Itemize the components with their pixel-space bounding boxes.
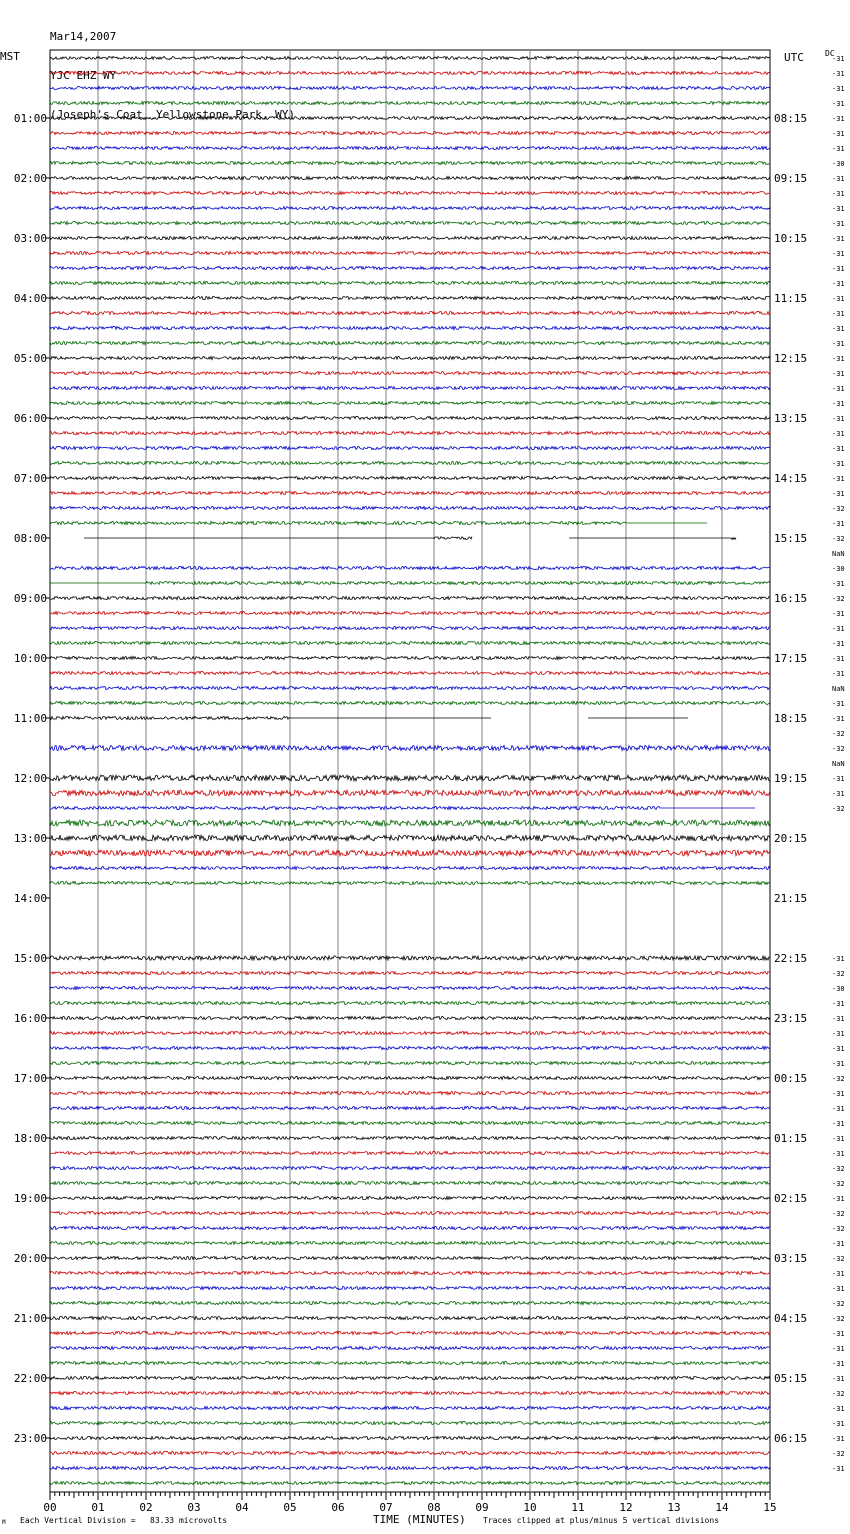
trace-dc-offset: -32 bbox=[832, 1300, 845, 1308]
mst-hour-label: 21:00 bbox=[13, 1312, 47, 1325]
trace-dc-offset: -32 bbox=[832, 1315, 845, 1323]
x-tick-label: 11 bbox=[571, 1501, 585, 1514]
trace-dc-offset: -31 bbox=[832, 55, 845, 63]
mst-hour-label: 04:00 bbox=[13, 292, 47, 305]
mst-hour-label: 08:00 bbox=[13, 532, 47, 545]
trace-dc-offset: -31 bbox=[832, 1465, 845, 1473]
x-tick-label: 01 bbox=[91, 1501, 105, 1514]
seismic-trace bbox=[50, 986, 770, 989]
x-tick-label: 09 bbox=[475, 1501, 489, 1514]
seismic-trace bbox=[50, 850, 770, 856]
trace-dc-offset: -31 bbox=[832, 265, 845, 273]
trace-dc-offset: -31 bbox=[832, 415, 845, 423]
utc-hour-label: 21:15 bbox=[774, 892, 808, 905]
seismic-trace bbox=[50, 1376, 770, 1379]
trace-dc-offset: -31 bbox=[832, 1060, 845, 1068]
seismic-trace bbox=[50, 1046, 770, 1049]
seismic-trace bbox=[50, 416, 770, 419]
trace-dc-offset: -32 bbox=[832, 1255, 845, 1263]
trace-dc-offset: -31 bbox=[832, 580, 845, 588]
seismic-trace bbox=[50, 1241, 770, 1244]
trace-dc-offset: -31 bbox=[832, 310, 845, 318]
seismic-trace bbox=[50, 1421, 770, 1424]
seismic-trace bbox=[50, 1346, 770, 1349]
seismic-trace bbox=[50, 1301, 770, 1304]
seismic-trace bbox=[50, 491, 770, 494]
seismic-trace bbox=[50, 401, 770, 404]
trace-dc-offset: -31 bbox=[832, 295, 845, 303]
seismic-trace bbox=[50, 176, 770, 179]
seismic-trace bbox=[50, 101, 770, 104]
x-tick-label: 06 bbox=[331, 1501, 345, 1514]
seismic-trace bbox=[50, 701, 770, 704]
seismic-trace bbox=[50, 1271, 770, 1274]
trace-dc-offset: -32 bbox=[832, 1450, 845, 1458]
trace-dc-offset: -31 bbox=[832, 85, 845, 93]
seismic-trace bbox=[50, 506, 770, 509]
utc-hour-label: 08:15 bbox=[774, 112, 808, 125]
trace-dc-offset: -31 bbox=[832, 100, 845, 108]
trace-dc-offset: -31 bbox=[832, 1360, 845, 1368]
seismic-trace bbox=[50, 641, 770, 644]
seismic-trace bbox=[50, 1166, 770, 1169]
trace-dc-offset: NaN bbox=[832, 550, 845, 558]
utc-hour-label: 10:15 bbox=[774, 232, 808, 245]
trace-dc-offset: -31 bbox=[832, 475, 845, 483]
trace-dc-offset: -31 bbox=[832, 715, 845, 723]
seismic-trace bbox=[50, 835, 770, 841]
seismic-trace bbox=[50, 56, 770, 59]
x-tick-label: 15 bbox=[763, 1501, 777, 1514]
seismic-trace bbox=[50, 521, 770, 524]
seismic-trace bbox=[50, 86, 770, 89]
trace-dc-offset: -31 bbox=[832, 520, 845, 528]
x-tick-label: 05 bbox=[283, 1501, 297, 1514]
trace-dc-offset: -31 bbox=[832, 955, 845, 963]
utc-hour-label: 23:15 bbox=[774, 1012, 808, 1025]
trace-dc-offset: -32 bbox=[832, 1225, 845, 1233]
trace-dc-offset: -31 bbox=[832, 1270, 845, 1278]
seismic-trace bbox=[50, 1136, 770, 1139]
seismic-trace bbox=[50, 161, 770, 164]
seismic-trace bbox=[50, 1121, 770, 1124]
trace-dc-offset: -31 bbox=[832, 205, 845, 213]
trace-dc-offset: -31 bbox=[832, 1105, 845, 1113]
mst-hour-label: 01:00 bbox=[13, 112, 47, 125]
x-tick-label: 12 bbox=[619, 1501, 633, 1514]
trace-dc-offset: -31 bbox=[832, 355, 845, 363]
seismic-trace bbox=[50, 790, 770, 796]
utc-hour-label: 06:15 bbox=[774, 1432, 808, 1445]
seismic-trace bbox=[50, 476, 770, 479]
trace-dc-offset: NaN bbox=[832, 685, 845, 693]
trace-dc-offset: -31 bbox=[832, 1375, 845, 1383]
trace-dc-offset: -31 bbox=[832, 625, 845, 633]
mst-hour-label: 14:00 bbox=[13, 892, 47, 905]
trace-dc-offset: -31 bbox=[832, 340, 845, 348]
trace-dc-offset: -32 bbox=[832, 730, 845, 738]
seismic-trace bbox=[50, 341, 770, 344]
trace-dc-offset: -32 bbox=[832, 505, 845, 513]
seismic-trace bbox=[50, 1226, 770, 1229]
header-date: Mar14,2007 bbox=[50, 30, 117, 43]
mst-hour-label: 05:00 bbox=[13, 352, 47, 365]
utc-hour-label: 13:15 bbox=[774, 412, 808, 425]
x-tick-label: 07 bbox=[379, 1501, 393, 1514]
seismic-trace bbox=[84, 537, 770, 540]
trace-dc-offset: -31 bbox=[832, 1195, 845, 1203]
trace-dc-offset: -32 bbox=[832, 1075, 845, 1083]
trace-dc-offset: -31 bbox=[832, 790, 845, 798]
trace-dc-offset: -31 bbox=[832, 1090, 845, 1098]
seismic-trace bbox=[50, 971, 770, 974]
trace-dc-offset: -31 bbox=[832, 70, 845, 78]
utc-hour-label: 18:15 bbox=[774, 712, 808, 725]
trace-dc-offset: -31 bbox=[832, 1135, 845, 1143]
mst-hour-label: 16:00 bbox=[13, 1012, 47, 1025]
trace-dc-offset: -31 bbox=[832, 700, 845, 708]
mst-hour-label: 13:00 bbox=[13, 832, 47, 845]
trace-dc-offset: -31 bbox=[832, 1435, 845, 1443]
trace-dc-offset: -30 bbox=[832, 565, 845, 573]
utc-hour-label: 04:15 bbox=[774, 1312, 808, 1325]
utc-hour-label: 16:15 bbox=[774, 592, 808, 605]
trace-dc-offset: -32 bbox=[832, 1165, 845, 1173]
trace-dc-offset: -31 bbox=[832, 775, 845, 783]
utc-hour-label: 22:15 bbox=[774, 952, 808, 965]
trace-dc-offset: -31 bbox=[832, 1030, 845, 1038]
left-axis-title: MST bbox=[0, 50, 20, 63]
trace-dc-offset: -31 bbox=[832, 400, 845, 408]
trace-dc-offset: -32 bbox=[832, 1210, 845, 1218]
mst-hour-label: 23:00 bbox=[13, 1432, 47, 1445]
seismic-trace bbox=[50, 356, 770, 359]
seismic-trace bbox=[50, 1196, 770, 1199]
footer-scale-note: Each Vertical Division = 83.33 microvolts bbox=[20, 1516, 228, 1525]
seismic-trace bbox=[50, 236, 770, 239]
seismic-trace bbox=[50, 311, 770, 314]
trace-dc-offset: -31 bbox=[832, 235, 845, 243]
trace-dc-offset: -31 bbox=[832, 385, 845, 393]
utc-hour-label: 00:15 bbox=[774, 1072, 808, 1085]
seismic-trace bbox=[50, 656, 770, 659]
seismic-trace bbox=[50, 1001, 770, 1004]
seismic-trace bbox=[50, 1466, 770, 1469]
seismic-trace bbox=[50, 116, 770, 119]
trace-dc-offset: -31 bbox=[832, 670, 845, 678]
trace-dc-offset: -31 bbox=[832, 1420, 845, 1428]
trace-dc-offset: -31 bbox=[832, 655, 845, 663]
trace-dc-offset: -31 bbox=[832, 280, 845, 288]
x-tick-label: 00 bbox=[43, 1501, 57, 1514]
trace-dc-offset: -31 bbox=[832, 1285, 845, 1293]
mst-hour-label: 20:00 bbox=[13, 1252, 47, 1265]
trace-dc-offset: -31 bbox=[832, 220, 845, 228]
seismic-trace bbox=[50, 566, 770, 569]
seismic-trace bbox=[50, 611, 770, 614]
header-station: YJC EHZ WY bbox=[50, 69, 117, 82]
seismic-trace bbox=[50, 1406, 770, 1409]
x-tick-label: 04 bbox=[235, 1501, 249, 1514]
seismic-trace bbox=[50, 1316, 770, 1319]
seismic-trace bbox=[50, 371, 770, 374]
seismic-trace bbox=[50, 1391, 770, 1394]
utc-hour-label: 19:15 bbox=[774, 772, 808, 785]
x-tick-label: 02 bbox=[139, 1501, 153, 1514]
trace-dc-offset: -31 bbox=[832, 1045, 845, 1053]
x-tick-label: 10 bbox=[523, 1501, 537, 1514]
mst-hour-label: 11:00 bbox=[13, 712, 47, 725]
trace-dc-offset: -32 bbox=[832, 745, 845, 753]
trace-dc-offset: -31 bbox=[832, 1150, 845, 1158]
seismic-trace bbox=[50, 326, 770, 329]
trace-dc-offset: -31 bbox=[832, 1330, 845, 1338]
trace-dc-offset: -31 bbox=[832, 175, 845, 183]
mst-hour-label: 09:00 bbox=[13, 592, 47, 605]
mst-hour-label: 02:00 bbox=[13, 172, 47, 185]
trace-dc-offset: -31 bbox=[832, 370, 845, 378]
seismic-trace bbox=[50, 206, 770, 209]
seismic-trace bbox=[50, 1181, 770, 1184]
seismic-trace bbox=[50, 1256, 770, 1259]
trace-dc-offset: -31 bbox=[832, 445, 845, 453]
mst-hour-label: 07:00 bbox=[13, 472, 47, 485]
x-tick-label: 03 bbox=[187, 1501, 201, 1514]
seismic-trace bbox=[50, 1361, 770, 1364]
utc-hour-label: 20:15 bbox=[774, 832, 808, 845]
trace-dc-offset: -31 bbox=[832, 610, 845, 618]
seismic-trace bbox=[50, 775, 770, 781]
trace-dc-offset: -32 bbox=[832, 595, 845, 603]
trace-dc-offset: -31 bbox=[832, 490, 845, 498]
utc-hour-label: 14:15 bbox=[774, 472, 808, 485]
mst-hour-label: 22:00 bbox=[13, 1372, 47, 1385]
trace-dc-offset: -31 bbox=[832, 1015, 845, 1023]
seismic-trace bbox=[50, 1481, 770, 1484]
seismic-trace bbox=[50, 281, 770, 284]
seismic-trace bbox=[50, 1106, 770, 1109]
mst-hour-label: 17:00 bbox=[13, 1072, 47, 1085]
dc-label: DC bbox=[825, 49, 835, 58]
seismic-trace bbox=[50, 296, 770, 299]
trace-dc-offset: -32 bbox=[832, 805, 845, 813]
trace-dc-offset: -31 bbox=[832, 250, 845, 258]
seismic-trace bbox=[50, 1061, 770, 1064]
seismic-trace bbox=[50, 1331, 770, 1334]
footer-clip-note: Traces clipped at plus/minus 5 vertical divisions bbox=[483, 1516, 720, 1525]
seismic-trace bbox=[50, 446, 770, 449]
utc-hour-label: 02:15 bbox=[774, 1192, 808, 1205]
trace-dc-offset: NaN bbox=[832, 760, 845, 768]
mst-hour-label: 10:00 bbox=[13, 652, 47, 665]
seismic-trace bbox=[50, 386, 770, 389]
seismic-trace bbox=[50, 1016, 770, 1019]
seismic-trace bbox=[50, 820, 770, 826]
trace-dc-offset: -31 bbox=[832, 1120, 845, 1128]
seismic-trace bbox=[50, 1286, 770, 1289]
utc-hour-label: 11:15 bbox=[774, 292, 808, 305]
utc-hour-label: 12:15 bbox=[774, 352, 808, 365]
seismic-trace bbox=[50, 745, 770, 750]
x-axis-title: TIME (MINUTES) bbox=[373, 1513, 466, 1526]
seismic-trace bbox=[50, 461, 770, 464]
trace-dc-offset: -31 bbox=[832, 460, 845, 468]
plot-frame bbox=[50, 50, 770, 1492]
trace-dc-offset: -31 bbox=[832, 325, 845, 333]
seismic-trace bbox=[50, 956, 770, 960]
right-axis-title: UTC bbox=[784, 51, 804, 64]
seismic-trace bbox=[50, 251, 770, 254]
mst-hour-label: 18:00 bbox=[13, 1132, 47, 1145]
seismic-trace bbox=[50, 686, 770, 689]
seismic-trace bbox=[50, 596, 770, 599]
seismic-trace bbox=[50, 1031, 770, 1034]
trace-dc-offset: -31 bbox=[832, 115, 845, 123]
trace-dc-offset: -32 bbox=[832, 970, 845, 978]
trace-dc-offset: -31 bbox=[832, 1405, 845, 1413]
seismic-trace bbox=[50, 1076, 770, 1079]
seismic-trace bbox=[50, 1151, 770, 1154]
utc-hour-label: 01:15 bbox=[774, 1132, 808, 1145]
seismic-trace bbox=[50, 1436, 770, 1439]
seismic-trace bbox=[50, 716, 770, 719]
seismic-trace bbox=[50, 806, 770, 809]
utc-hour-label: 03:15 bbox=[774, 1252, 808, 1265]
seismic-trace bbox=[50, 146, 770, 149]
x-tick-label: 08 bbox=[427, 1501, 441, 1514]
trace-dc-offset: -31 bbox=[832, 130, 845, 138]
x-tick-label: 14 bbox=[715, 1501, 729, 1514]
seismic-trace bbox=[50, 626, 770, 629]
seismic-trace bbox=[50, 1211, 770, 1214]
seismic-trace bbox=[50, 866, 770, 869]
x-tick-label: 13 bbox=[667, 1501, 681, 1514]
trace-dc-offset: -31 bbox=[832, 1345, 845, 1353]
trace-dc-offset: -30 bbox=[832, 985, 845, 993]
trace-dc-offset: -31 bbox=[832, 1000, 845, 1008]
trace-dc-offset: -31 bbox=[832, 190, 845, 198]
utc-hour-label: 15:15 bbox=[774, 532, 808, 545]
utc-hour-label: 17:15 bbox=[774, 652, 808, 665]
seismic-trace bbox=[50, 71, 770, 74]
mst-hour-label: 12:00 bbox=[13, 772, 47, 785]
seismic-trace bbox=[50, 221, 770, 224]
seismic-trace bbox=[50, 131, 770, 134]
trace-dc-offset: -31 bbox=[832, 1240, 845, 1248]
trace-dc-offset: -31 bbox=[832, 430, 845, 438]
seismic-trace bbox=[50, 431, 770, 434]
trace-dc-offset: -32 bbox=[832, 535, 845, 543]
seismic-trace bbox=[50, 1451, 770, 1454]
utc-hour-label: 09:15 bbox=[774, 172, 808, 185]
mst-hour-label: 03:00 bbox=[13, 232, 47, 245]
mst-hour-label: 06:00 bbox=[13, 412, 47, 425]
seismic-trace bbox=[50, 266, 770, 269]
trace-dc-offset: -31 bbox=[832, 145, 845, 153]
header-location: (Joseph's Coat, Yellowstone Park, WY) bbox=[50, 108, 296, 121]
utc-hour-label: 05:15 bbox=[774, 1372, 808, 1385]
trace-dc-offset: -30 bbox=[832, 160, 845, 168]
mst-hour-label: 19:00 bbox=[13, 1192, 47, 1205]
trace-dc-offset: -32 bbox=[832, 1180, 845, 1188]
seismic-trace bbox=[50, 881, 770, 884]
seismic-trace bbox=[50, 581, 770, 584]
trace-dc-offset: -31 bbox=[832, 640, 845, 648]
seismic-trace bbox=[50, 671, 770, 674]
seismic-trace bbox=[50, 191, 770, 194]
footer-left-mark: M bbox=[2, 1519, 6, 1526]
seismic-trace bbox=[50, 1091, 770, 1094]
trace-dc-offset: -32 bbox=[832, 1390, 845, 1398]
mst-hour-label: 15:00 bbox=[13, 952, 47, 965]
